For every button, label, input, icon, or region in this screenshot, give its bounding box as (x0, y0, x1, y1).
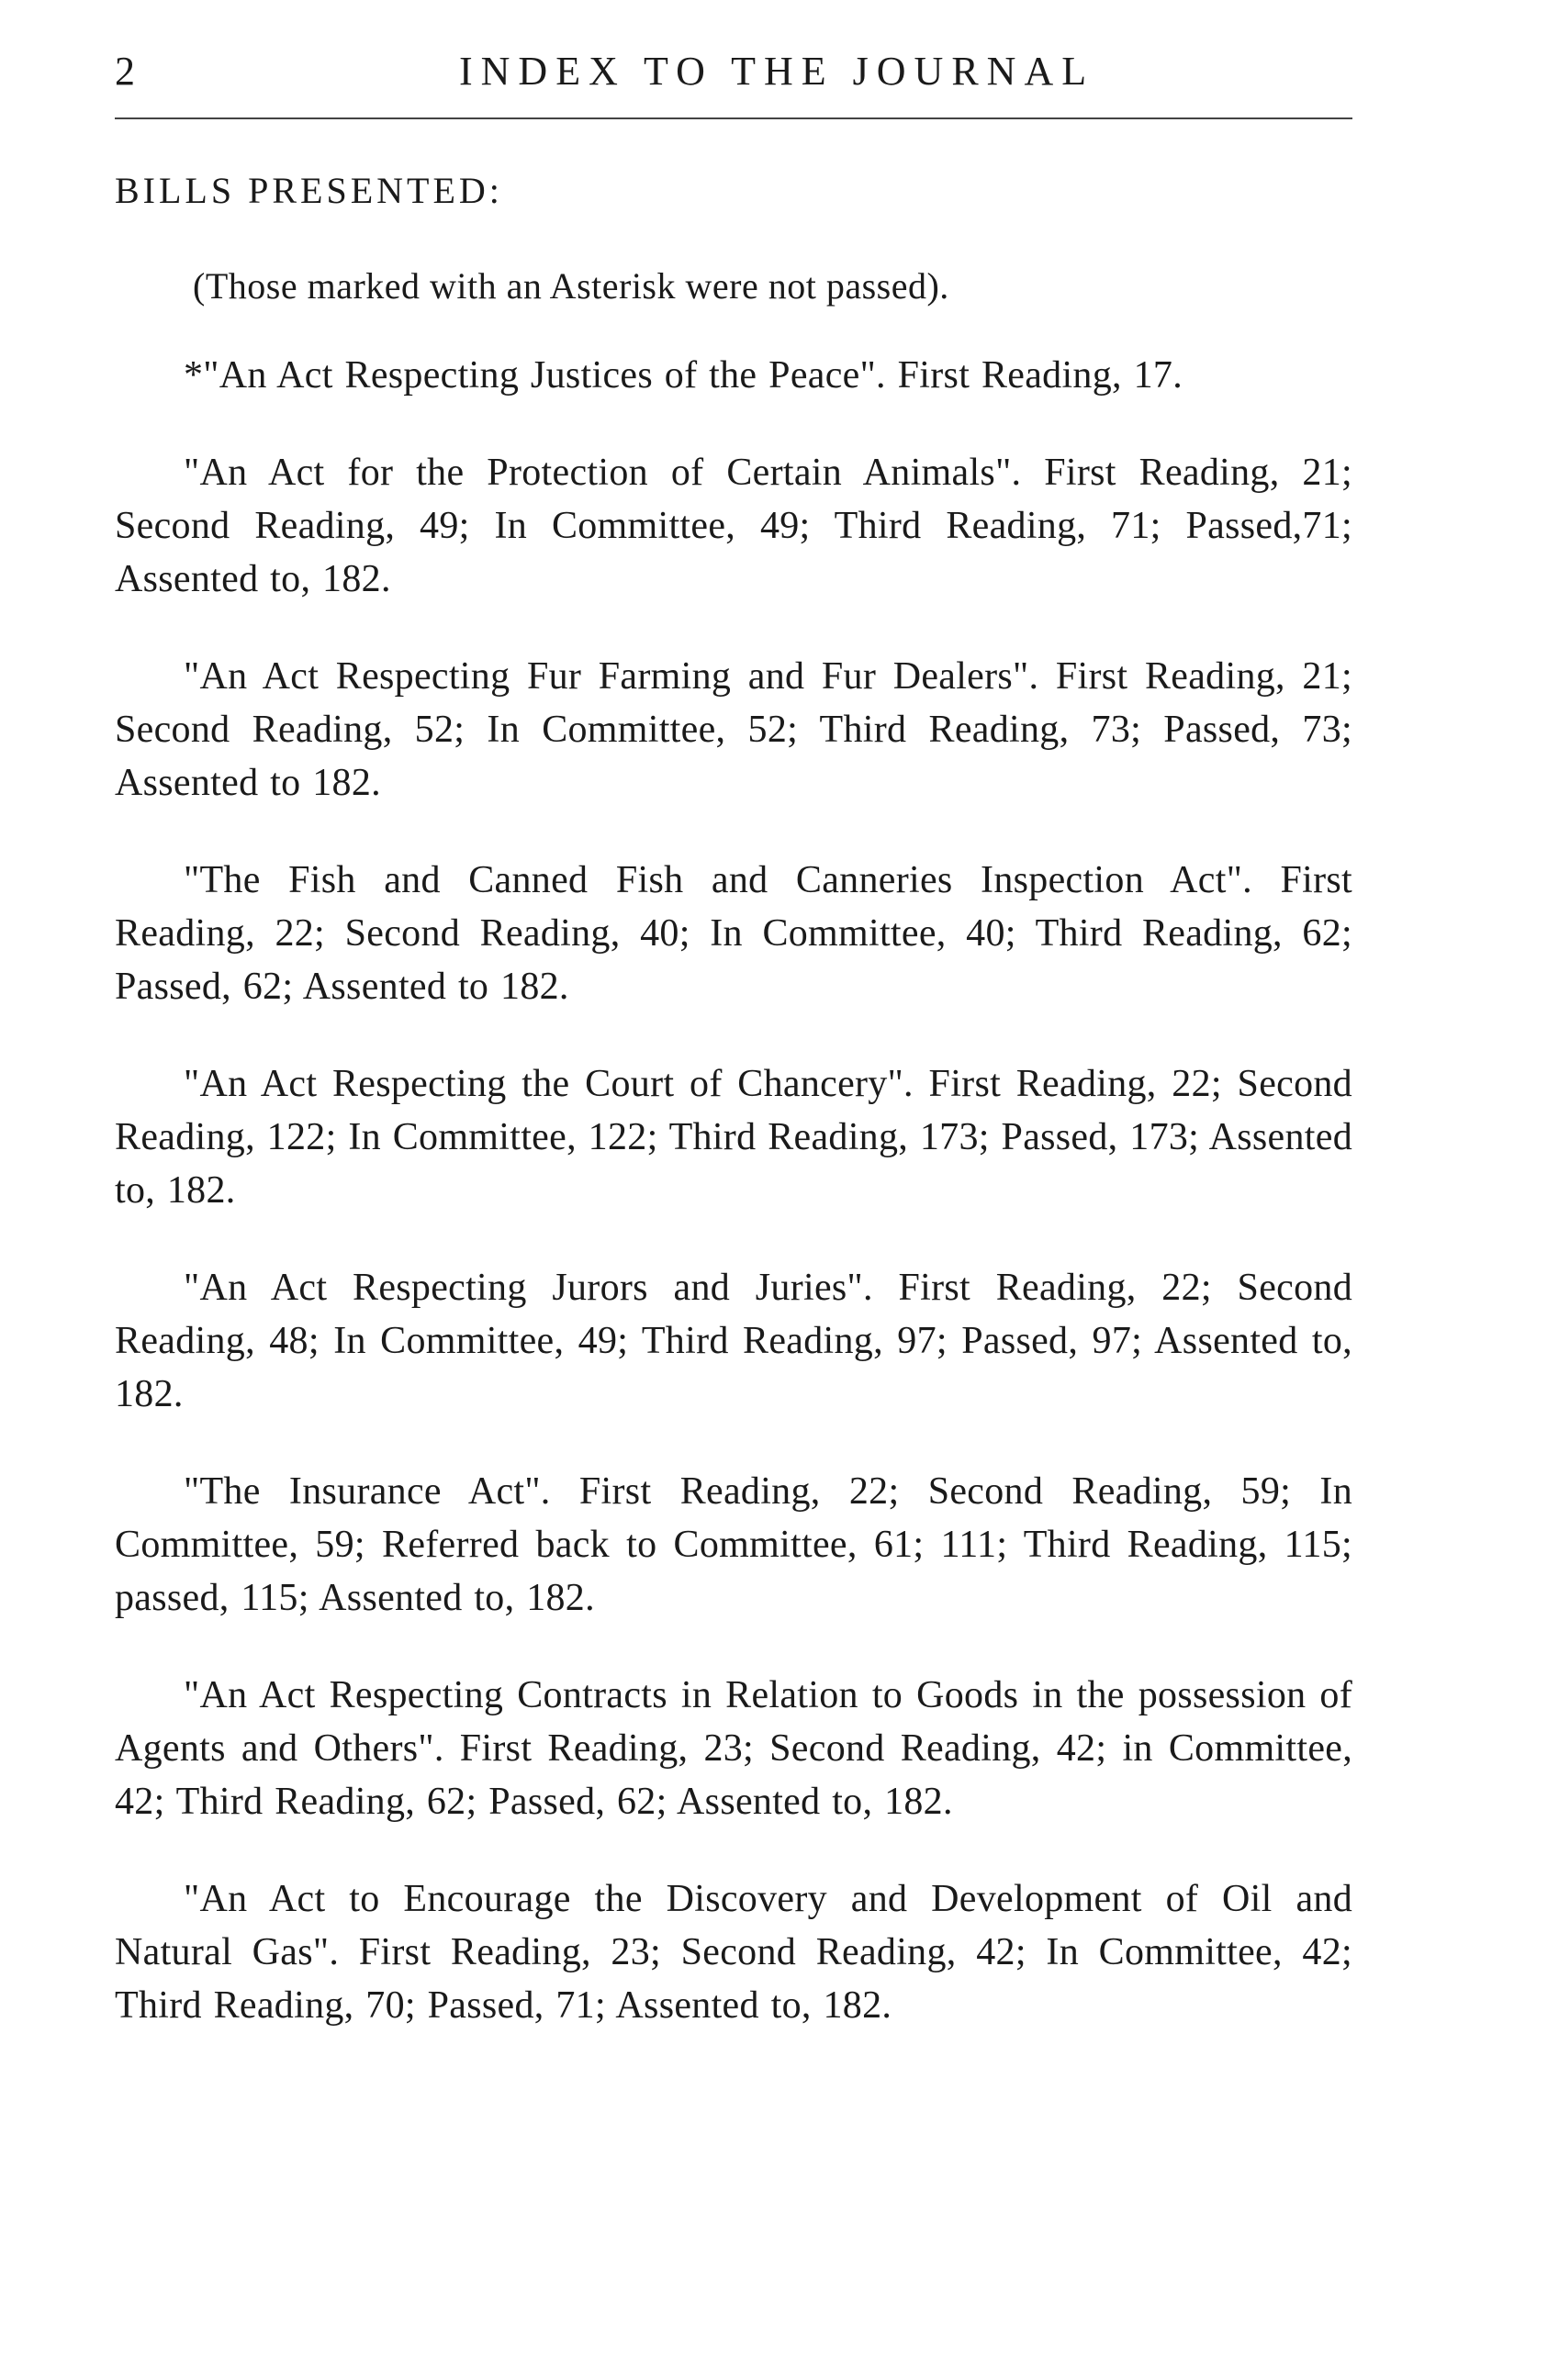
bill-entry: "The Insurance Act". First Reading, 22; Second Reading, 59; In Committee, 59; Referred back to Committee, 61; 111; Third Reading, 115; passed, 115; Assented to, 182. (115, 1470, 1352, 1619)
bill-entry: "An Act Respecting the Court of Chancery". First Reading, 22; Second Reading, 122; In Committee, 122; Third Reading, 173; Passed, 173; Assented to, 182. (115, 1063, 1352, 1212)
header-rule (115, 117, 1352, 119)
bill-entry: "An Act Respecting Jurors and Juries". First Reading, 22; Second Reading, 48; In Committee, 49; Third Reading, 97; Passed, 97; Assented to, 182. (115, 1267, 1352, 1415)
bill-entries (115, 349, 1352, 2076)
bill-entry: "An Act Respecting Fur Farming and Fur Dealers". First Reading, 21; Second Reading, 52; In Committee, 52; Third Reading, 73; Passed, 73; Assented to 182. (115, 655, 1352, 804)
bill-entry: "An Act Respecting Contracts in Relation to Goods in the possession of Agents and Others". First Reading, 23; Second Reading, 42; in Committee, 42; Third Reading, 62; Passed, 62; Assented to, 182. (115, 1674, 1352, 1823)
running-title: INDEX TO THE JOURNAL (459, 49, 1095, 94)
section-heading: BILLS PRESENTED: (115, 170, 503, 211)
bill-entry: "The Fish and Canned Fish and Canneries Inspection Act". First Reading, 22; Second Reading, 40; In Committee, 40; Third Reading, 62; Passed, 62; Assented to 182. (115, 859, 1352, 1008)
asterisk-note: (Those marked with an Asterisk were not passed). (193, 265, 949, 307)
bill-entry: "An Act to Encourage the Discovery and Development of Oil and Natural Gas". First Reading, 23; Second Reading, 42; In Committee, 42; Third Reading, 70; Passed, 71; Assented to, 182. (115, 1878, 1352, 2027)
page-number: 2 (115, 49, 136, 94)
bill-entry: "An Act for the Protection of Certain Animals". First Reading, 21; Second Reading, 49; In Committee, 49; Third Reading, 71; Passed,71; Assented to, 182. (115, 452, 1352, 600)
running-head (115, 48, 1354, 103)
bill-entry: *"An Act Respecting Justices of the Peace". First Reading, 17. (184, 354, 1183, 397)
